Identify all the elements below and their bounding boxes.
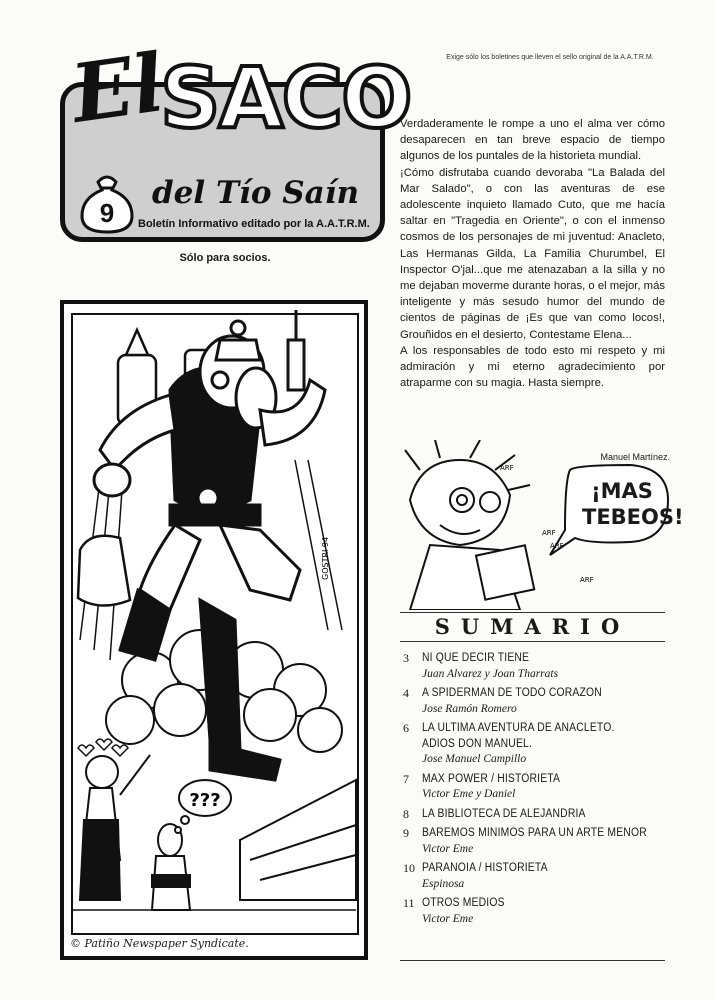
sumario-item[interactable] [400,721,680,768]
article-paragraph-3: A los responsables de todo esto mi respeto y mi admiración y mi eterno agradecimiento por atraparme con su magia. Hasta siempre. [400,344,665,390]
speech-line-1: ¡MAS [591,479,653,503]
sumario-item[interactable] [400,861,680,892]
masthead-tio-sain: del Tío Saín [152,175,360,211]
speech-line-2: TEBEOS! [582,505,684,529]
sumario-page-number: 6 [403,721,409,735]
sumario-item-title: OTROS MEDIOS [422,897,505,909]
sumario-item[interactable] [400,772,680,803]
sumario-item-title: NI QUE DECIR TIENE [422,652,530,664]
sumario-item-author: Jose Manuel Campillo [422,753,527,765]
issue-number: 9 [99,198,115,228]
thought-bubble-text: ??? [189,790,221,811]
sumario-item[interactable] [400,826,680,857]
comic-copyright: © Patiño Newspaper Syndicate. [70,937,249,950]
article-paragraph-1: Verdaderamente le rompe a uno el alma ver cómo desaparecen en tan breve espacio de tiempo algunos de los puntales de la historieta mundial. [400,118,665,163]
sumario-page-number: 3 [403,651,409,665]
sumario-end-rule [400,960,665,961]
comic-illustration [60,300,368,960]
sumario-item[interactable] [400,686,680,717]
speech-bubble-text [582,478,684,530]
sumario-title: SUMARIO [434,614,631,639]
sumario-item-title: BAREMOS MINIMOS PARA UN ARTE MENOR [422,827,647,839]
sumario-item-author: Victor Eme [422,842,474,855]
sumario-list [400,651,680,931]
arf-sound-4: ARF [500,464,514,472]
masthead-saco: SACO [160,49,411,147]
arf-sound-2: ARF [550,542,564,550]
sumario-item-author: Juan Alvarez y Joan Tharrats [422,667,559,680]
article-paragraph-2: ¡Cómo disfrutaba cuando devoraba "La Balada del Mar Salado", o con las aventuras de ese adolescente inquieto llamado Cuto, que me hacía saltar en "Tragedia en Oriente", o con el inmenso cosmos de los personajes de mi juventud: Anacleto, Las Hermanas Gilda, La Familia Churumbel, El Inspector O'jal...que me atenazaban a la silla y no me dejaban moverme durante horas, o el mejor, más inteligente y más sesudo humor del mundo de cientos de páginas de ¡Es que van como locos!, Grouñidos en el desierto, Contestame Elena... [400,166,665,341]
sumario-page-number: 10 [403,861,415,875]
sumario-page-number: 4 [403,686,409,700]
article-author: Manuel Martínez. [600,452,670,462]
sumario-item-title: LA BIBLIOTECA DE ALEJANDRIA [422,807,586,820]
sumario-item[interactable] [400,896,680,927]
arf-sound-3: ARF [580,576,594,584]
sumario-page-number: 8 [403,806,409,821]
sumario-page-number: 11 [403,896,415,910]
sumario-item[interactable] [400,807,680,823]
masthead-logo [60,35,411,248]
sumario-item-author: Jose Ramón Romero [422,702,517,715]
sumario-item-author: Victor Eme [422,912,474,925]
sumario-item-author: Victor Eme y Daniel [422,788,516,800]
sumario-top-rule [400,612,665,613]
sumario-page-number: 9 [403,826,409,840]
sumario-item-title-line-2: ADIOS DON MANUEL. [422,737,533,750]
sumario-bottom-rule [400,641,665,642]
sumario-item-author: Espinosa [422,877,465,890]
arf-sound-1: ARF [542,529,556,537]
seal-notice: Exige sólo los boletines que lleven el sello original de la A.A.T.R.M. [446,54,654,61]
sumario-page-number: 7 [403,771,409,786]
sumario-item-title: MAX POWER / HISTORIETA [422,772,561,785]
sumario-item-title: LA ULTIMA AVENTURA DE ANACLETO. [422,722,615,734]
sumario-item-title: PARANOIA / HISTORIETA [422,862,548,874]
sumario-item[interactable] [400,651,680,682]
editorial-article [400,116,665,391]
members-only-note: Sólo para socios. [179,252,271,264]
masthead-el: El [65,35,170,141]
masthead-subtitle: Boletín Informativo editado por la A.A.T.R.M. [138,218,370,230]
sumario-item-title: A SPIDERMAN DE TODO CORAZON [422,687,602,699]
artist-signature: GOSTRI 94 [321,536,330,580]
